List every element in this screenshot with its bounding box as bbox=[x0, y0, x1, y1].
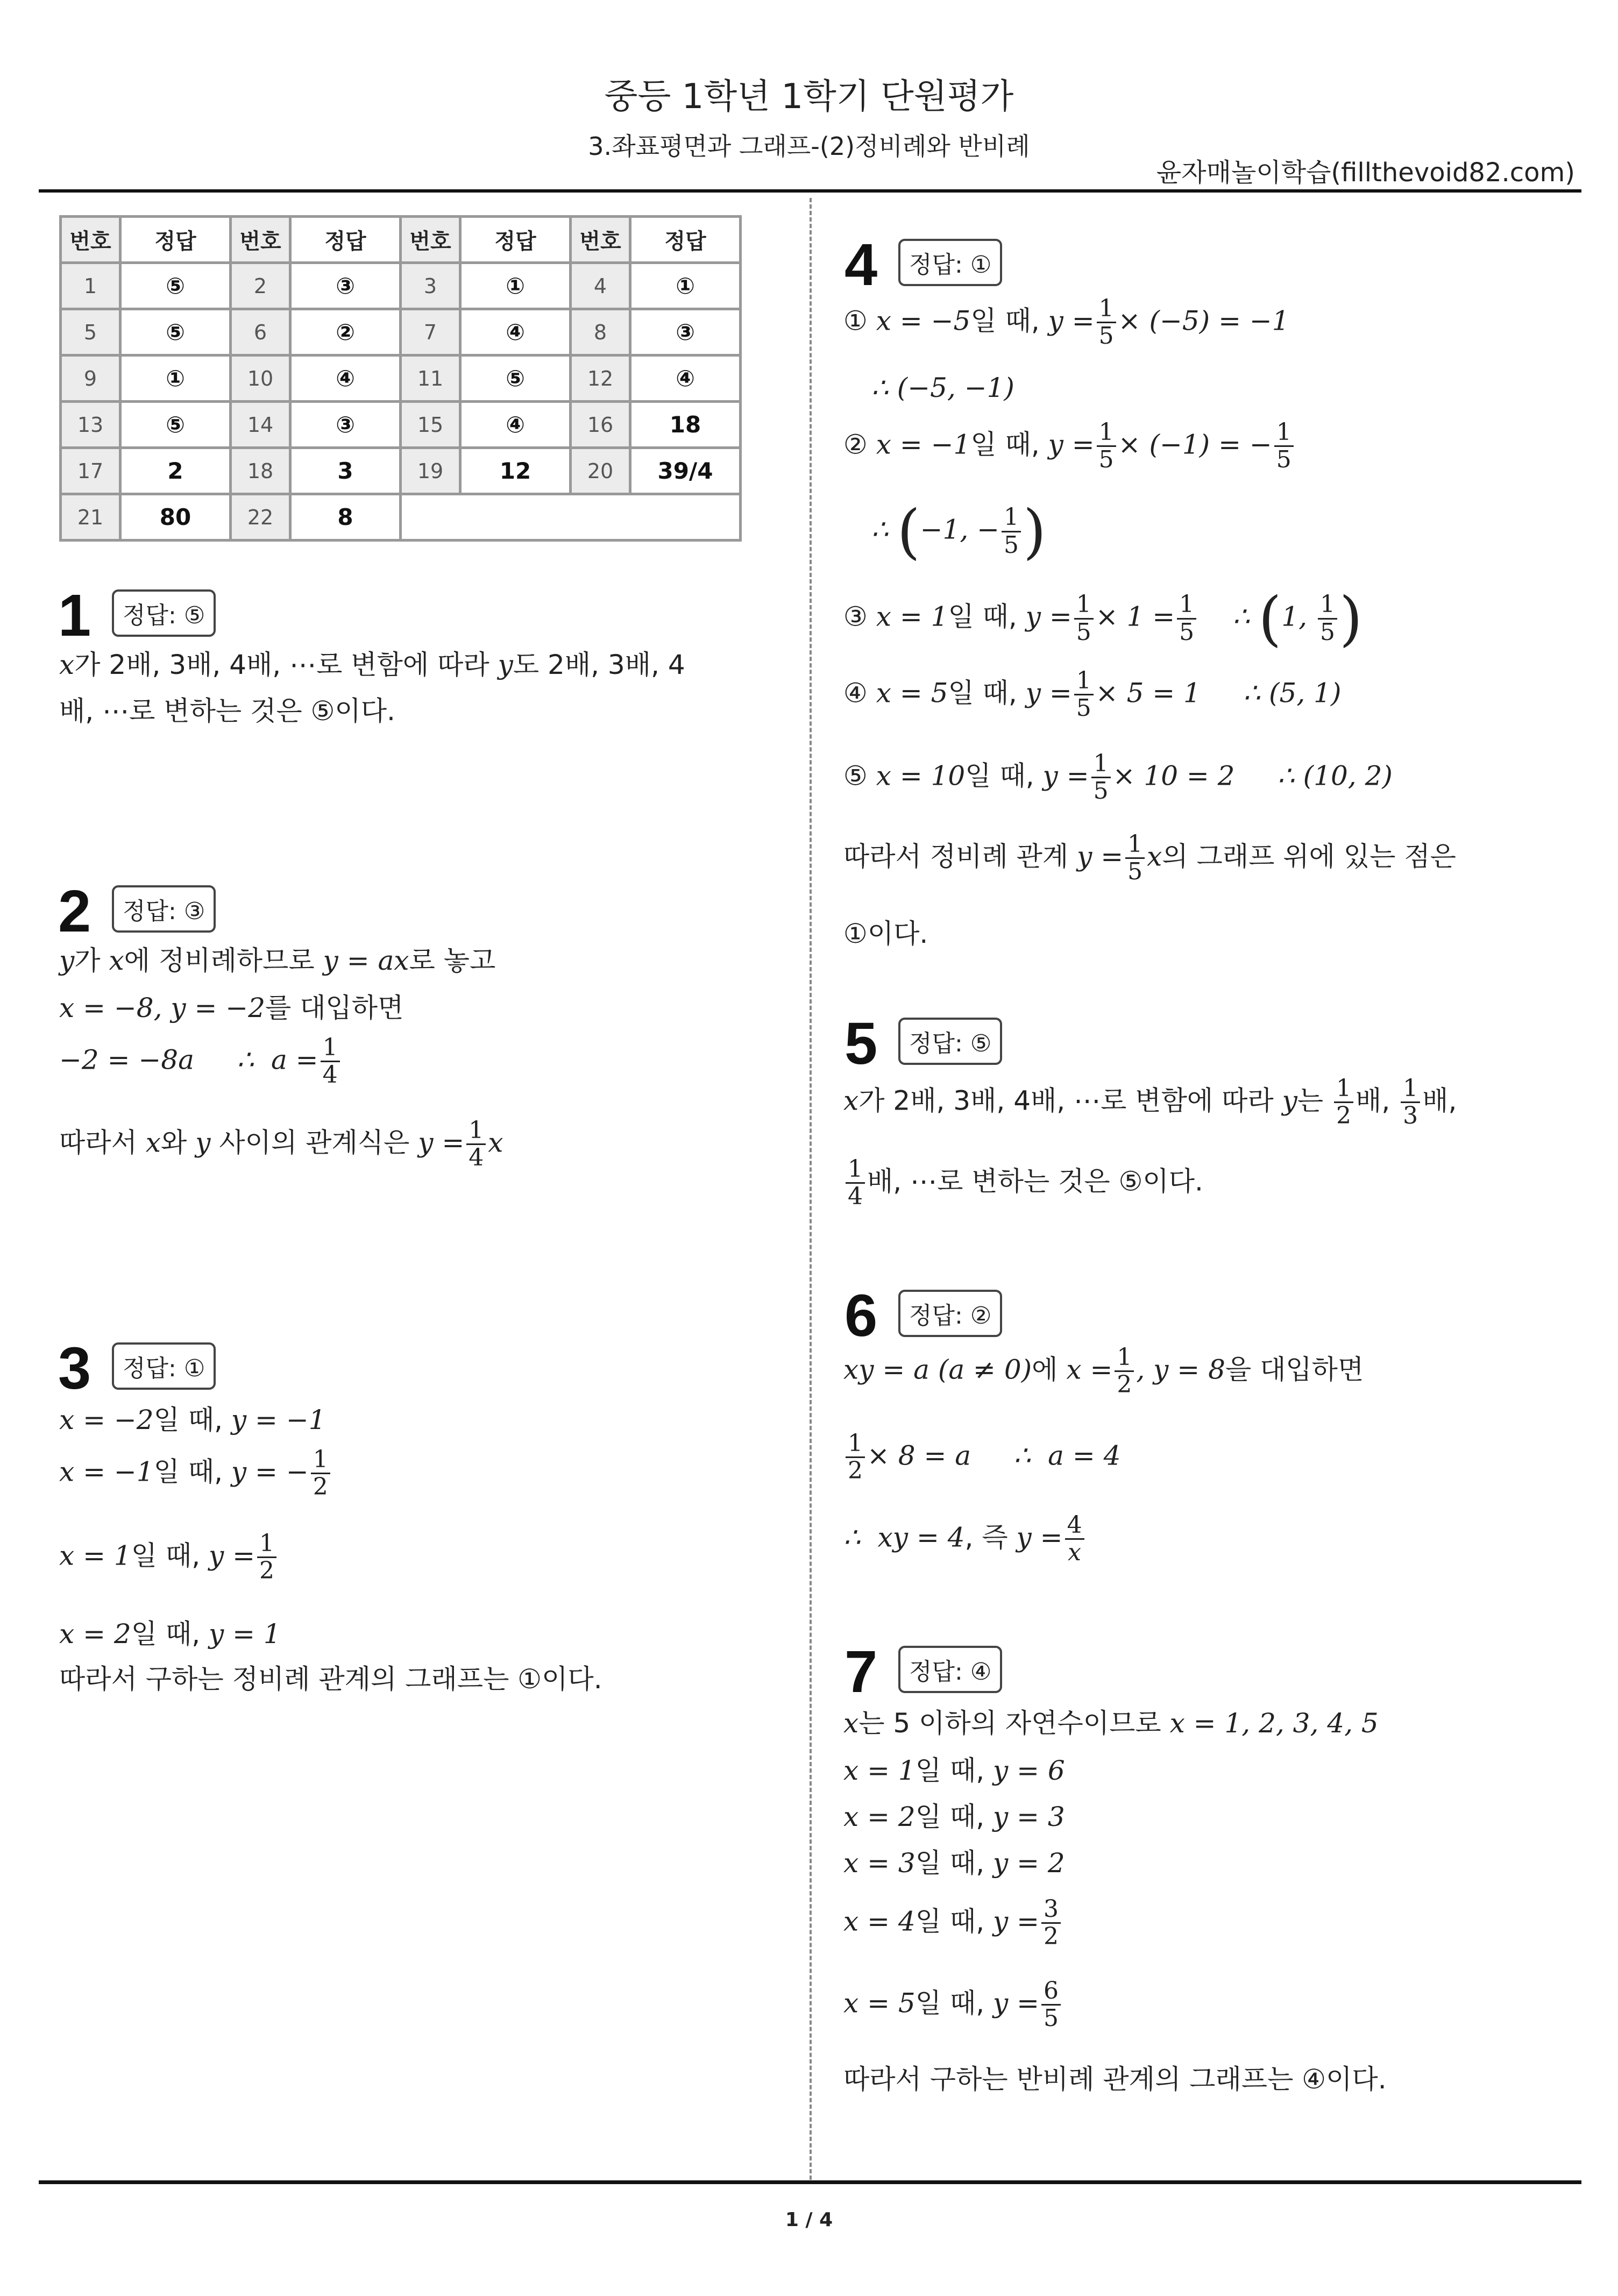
question-number-1: 1 bbox=[58, 582, 91, 649]
text: 배, bbox=[1356, 1085, 1390, 1117]
answer-table bbox=[59, 215, 742, 542]
text: 가 bbox=[74, 945, 109, 976]
text: 따라서 정비례 관계 bbox=[843, 841, 1077, 872]
answer-value: ③ bbox=[630, 309, 741, 356]
answer-badge-7 bbox=[898, 1646, 1002, 1693]
answer-value: ① bbox=[630, 263, 741, 309]
question-number: 2 bbox=[231, 263, 290, 309]
answer-value: 3 bbox=[290, 448, 401, 494]
q7-line-1: x는 5 이하의 자연수이므로 x = 1, 2, 3, 4, 5 bbox=[843, 1708, 1379, 1739]
answer-value: ④ bbox=[290, 356, 401, 402]
q2-line-3: −2 = −8a ∴ a = $\frac{1}{4}$ bbox=[59, 1035, 342, 1089]
answer-value: 18 bbox=[630, 402, 741, 448]
question-number: 10 bbox=[231, 356, 290, 402]
q4-line-5: ⑤ x = 10일 때, y = $\frac{1}{5}$ × 10 = 2 ∴ (10, 2) bbox=[843, 750, 1393, 805]
q7-line-4: x = 3일 때, y = 2 bbox=[843, 1847, 1065, 1879]
header-cell: 번호 bbox=[231, 217, 290, 263]
fraction: $\frac{1}{5}$ bbox=[1097, 420, 1116, 473]
question-number-3: 3 bbox=[58, 1335, 91, 1402]
badge-answer: ⑤ bbox=[183, 602, 205, 629]
answer-badge-2 bbox=[112, 885, 216, 933]
fraction: $\frac{1}{5}$ bbox=[1274, 420, 1294, 473]
text: 일 때, bbox=[970, 429, 1040, 460]
text: 도 2배, 3배, 4 bbox=[513, 649, 685, 680]
question-number: 12 bbox=[571, 356, 630, 402]
answer-value: 8 bbox=[290, 494, 401, 541]
column-divider bbox=[810, 198, 812, 2180]
question-number: 21 bbox=[61, 494, 120, 541]
q6-line-2: $\frac{1}{2}$ × 8 = a ∴ a = 4 bbox=[843, 1431, 1120, 1484]
fraction: $\frac{1}{5}$ bbox=[1318, 592, 1337, 645]
text: 일 때, bbox=[948, 601, 1017, 632]
q7-line-3: x = 2일 때, y = 3 bbox=[843, 1801, 1065, 1832]
question-number: 16 bbox=[571, 402, 630, 448]
q4-line-1: ① x = −5일 때, y = $\frac{1}{5}$ × (−5) = −1 bbox=[843, 295, 1289, 350]
answer-value: ⑤ bbox=[120, 402, 231, 448]
answer-value: ③ bbox=[290, 263, 401, 309]
text: 배, ⋯로 변하는 것은 ⑤이다. bbox=[867, 1165, 1203, 1197]
fraction: $\frac{1}{4}$ bbox=[846, 1156, 865, 1210]
answer-value: ④ bbox=[460, 402, 571, 448]
fraction: $\frac{1}{2}$ bbox=[1334, 1076, 1353, 1129]
badge-label: 정답: bbox=[909, 1302, 970, 1330]
question-number: 18 bbox=[231, 448, 290, 494]
q7-line-5: x = 4일 때, y = $\frac{3}{2}$ bbox=[843, 1896, 1063, 1950]
text: 일 때, bbox=[965, 760, 1034, 792]
text: , 즉 bbox=[964, 1522, 1017, 1553]
fraction: $\frac{1}{5}$ bbox=[1002, 504, 1021, 558]
table-row bbox=[61, 263, 741, 309]
q4-line-2-result: ∴ (−1, − $\frac{1}{5}$ ) bbox=[871, 497, 1046, 566]
q3-line-5: 따라서 구하는 정비례 관계의 그래프는 ①이다. bbox=[59, 1664, 602, 1695]
fraction: $\frac{1}{2}$ bbox=[311, 1447, 330, 1501]
q7-line-6: x = 5일 때, y = $\frac{6}{5}$ bbox=[843, 1978, 1063, 2032]
answer-value: ① bbox=[460, 263, 571, 309]
question-number: 7 bbox=[401, 309, 460, 356]
text: 가 2배, 3배, 4배, ⋯로 변함에 따라 bbox=[858, 1085, 1282, 1117]
question-number: 6 bbox=[231, 309, 290, 356]
badge-answer: ② bbox=[970, 1302, 992, 1330]
text: 일 때, bbox=[915, 1847, 985, 1879]
table-row bbox=[61, 356, 741, 402]
question-number: 4 bbox=[571, 263, 630, 309]
q6-line-3: ∴ xy = 4, 즉 y = $\frac{4}{x}$ bbox=[843, 1512, 1087, 1566]
answer-value: 80 bbox=[120, 494, 231, 541]
question-number: 1 bbox=[61, 263, 120, 309]
fraction: $\frac{1}{5}$ bbox=[1091, 751, 1111, 805]
text: 일 때, bbox=[153, 1456, 223, 1488]
q4-conclusion-2: ①이다. bbox=[843, 918, 928, 949]
question-number: 5 bbox=[61, 309, 120, 356]
q7-line-2: x = 1일 때, y = 6 bbox=[843, 1755, 1065, 1786]
fraction: $\frac{1}{2}$ bbox=[846, 1431, 865, 1484]
badge-answer: ⑤ bbox=[970, 1030, 992, 1057]
q2-line-2: x = −8, y = −2를 대입하면 bbox=[59, 992, 404, 1023]
q3-line-2: x = −1일 때, y = − $\frac{1}{2}$ bbox=[59, 1447, 332, 1501]
text: ⑤ bbox=[843, 760, 868, 792]
header-cell: 정답 bbox=[120, 217, 231, 263]
table-row bbox=[61, 402, 741, 448]
q4-line-3: ③ x = 1일 때, y = $\frac{1}{5}$ × 1 = $\frac{1}{5}$ ∴ (1, $\frac{1}{5}$ ) bbox=[843, 584, 1362, 653]
text: 일 때, bbox=[915, 1801, 985, 1832]
table-row bbox=[61, 494, 741, 541]
answer-value: ④ bbox=[630, 356, 741, 402]
badge-answer: ① bbox=[970, 251, 992, 279]
q5-line-2 bbox=[843, 1156, 1203, 1210]
fraction: $\frac{3}{2}$ bbox=[1041, 1896, 1061, 1950]
answer-badge-1 bbox=[112, 589, 216, 637]
fraction: $\frac{1}{2}$ bbox=[1115, 1345, 1134, 1398]
text: 를 대입하면 bbox=[265, 992, 404, 1023]
fraction: $\frac{1}{5}$ bbox=[1097, 296, 1116, 350]
text: 가 2배, 3배, 4배, ⋯로 변함에 따라 bbox=[74, 649, 498, 680]
question-number: 3 bbox=[401, 263, 460, 309]
question-number: 20 bbox=[571, 448, 630, 494]
fraction: $\frac{1}{5}$ bbox=[1074, 592, 1094, 645]
answer-value: ④ bbox=[460, 309, 571, 356]
answer-value: ⑤ bbox=[120, 309, 231, 356]
badge-label: 정답: bbox=[909, 1658, 970, 1686]
fraction: $\frac{1}{4}$ bbox=[466, 1118, 486, 1171]
header-cell: 번호 bbox=[61, 217, 120, 263]
q2-line-4: 따라서 x와 y 사이의 관계식은 y = $\frac{1}{4}$ x bbox=[59, 1117, 503, 1172]
page-number: 1 / 4 bbox=[785, 2209, 833, 2231]
q3-line-1: x = −2일 때, y = −1 bbox=[59, 1404, 326, 1435]
q6-line-1: xy = a (a ≠ 0)에 x = $\frac{1}{2}$ , y = 8을 대입하면 bbox=[843, 1344, 1364, 1399]
q2-line-1: y가 x에 정비례하므로 y = ax로 놓고 bbox=[59, 945, 496, 976]
question-number: 8 bbox=[571, 309, 630, 356]
header-cell: 번호 bbox=[401, 217, 460, 263]
answer-badge-6 bbox=[898, 1290, 1002, 1337]
answer-badge-5 bbox=[898, 1018, 1002, 1065]
text: ③ bbox=[843, 601, 868, 632]
answer-value: 2 bbox=[120, 448, 231, 494]
text: 일 때, bbox=[131, 1618, 201, 1650]
text: 에 정비례하므로 bbox=[124, 945, 323, 976]
header-cell: 번호 bbox=[571, 217, 630, 263]
text: 일 때, bbox=[915, 1755, 985, 1786]
badge-label: 정답: bbox=[123, 898, 184, 925]
text: 사이의 관계식은 bbox=[210, 1127, 418, 1158]
answer-value: ⑤ bbox=[120, 263, 231, 309]
text: 일 때, bbox=[915, 1987, 985, 2019]
fraction: $\frac{1}{3}$ bbox=[1401, 1076, 1420, 1129]
badge-label: 정답: bbox=[909, 251, 970, 279]
q4-conclusion: 따라서 정비례 관계 y = $\frac{1}{5}$ x의 그래프 위에 있는 점은 bbox=[843, 830, 1456, 886]
q1-line-1: x가 2배, 3배, 4배, ⋯로 변함에 따라 y도 2배, 3배, 4 bbox=[59, 649, 685, 680]
site-credit: 윤자매놀이학습(fillthevoid82.com) bbox=[1156, 158, 1575, 188]
fraction: $\frac{4}{x}$ bbox=[1065, 1512, 1084, 1566]
question-number: 13 bbox=[61, 402, 120, 448]
question-number: 14 bbox=[231, 402, 290, 448]
badge-answer: ① bbox=[183, 1355, 205, 1382]
text: 에 bbox=[1032, 1354, 1067, 1385]
question-number-5: 5 bbox=[845, 1011, 878, 1077]
text: 일 때, bbox=[948, 677, 1017, 709]
text: 배, bbox=[1422, 1085, 1457, 1117]
q3-line-4: x = 2일 때, y = 1 bbox=[59, 1618, 281, 1650]
text: 와 bbox=[161, 1127, 196, 1158]
fraction: $\frac{6}{5}$ bbox=[1041, 1978, 1061, 2032]
q4-line-1-result: ∴ (−5, −1) bbox=[871, 372, 1014, 403]
footer-rule bbox=[39, 2180, 1581, 2184]
fraction: $\frac{1}{4}$ bbox=[321, 1035, 340, 1089]
text: 의 그래프 위에 있는 점은 bbox=[1162, 841, 1456, 872]
text: 따라서 bbox=[59, 1127, 146, 1158]
document-title: 중등 1학년 1학기 단원평가 bbox=[604, 77, 1014, 117]
fraction: $\frac{1}{5}$ bbox=[1074, 668, 1094, 722]
badge-answer: ③ bbox=[183, 898, 205, 925]
q3-line-3: x = 1일 때, y = $\frac{1}{2}$ bbox=[59, 1531, 279, 1584]
text: ④ bbox=[843, 677, 868, 709]
answer-table-header bbox=[61, 217, 741, 263]
question-number: 19 bbox=[401, 448, 460, 494]
question-number: 11 bbox=[401, 356, 460, 402]
q4-line-2: ② x = −1일 때, y = $\frac{1}{5}$ × (−1) = − $\frac{1}{5}$ bbox=[843, 420, 1296, 473]
header-rule bbox=[39, 189, 1581, 193]
fraction: $\frac{1}{5}$ bbox=[1125, 831, 1145, 885]
question-number: 15 bbox=[401, 402, 460, 448]
badge-label: 정답: bbox=[123, 1355, 184, 1382]
answer-value: ⑤ bbox=[460, 356, 571, 402]
answer-value: ① bbox=[120, 356, 231, 402]
text: ① bbox=[843, 305, 868, 337]
badge-label: 정답: bbox=[123, 602, 184, 629]
text: 일 때, bbox=[131, 1540, 201, 1572]
fraction: $\frac{1}{5}$ bbox=[1177, 592, 1196, 645]
table-row bbox=[61, 309, 741, 356]
answer-value: 12 bbox=[460, 448, 571, 494]
q5-line-1: x가 2배, 3배, 4배, ⋯로 변함에 따라 y는 $\frac{1}{2}$ 배, $\frac{1}{3}$ 배, bbox=[843, 1075, 1457, 1130]
text: 로 놓고 bbox=[409, 945, 496, 976]
text: 는 5 이하의 자연수이므로 bbox=[858, 1708, 1170, 1739]
text: ② bbox=[843, 429, 868, 460]
question-number-4: 4 bbox=[845, 232, 878, 298]
text: 일 때, bbox=[153, 1404, 223, 1435]
text: 일 때, bbox=[970, 305, 1040, 337]
q7-line-7: 따라서 구하는 반비례 관계의 그래프는 ④이다. bbox=[843, 2064, 1387, 2095]
table-row bbox=[61, 448, 741, 494]
badge-label: 정답: bbox=[909, 1030, 970, 1057]
q1-line-2: 배, ⋯로 변하는 것은 ⑤이다. bbox=[59, 695, 395, 727]
question-number-2: 2 bbox=[58, 878, 91, 944]
answer-value: ③ bbox=[290, 402, 401, 448]
text: 일 때, bbox=[915, 1906, 985, 1937]
question-number-6: 6 bbox=[845, 1283, 878, 1349]
question-number: 22 bbox=[231, 494, 290, 541]
question-number: 9 bbox=[61, 356, 120, 402]
text: 는 bbox=[1297, 1085, 1332, 1117]
fraction: $\frac{1}{2}$ bbox=[257, 1531, 276, 1584]
answer-value: 39/4 bbox=[630, 448, 741, 494]
q4-line-4: ④ x = 5일 때, y = $\frac{1}{5}$ × 5 = 1 ∴ (5, 1) bbox=[843, 667, 1342, 722]
empty-cell bbox=[401, 494, 741, 541]
text: 을 대입하면 bbox=[1225, 1354, 1364, 1385]
document-subtitle: 3.좌표평면과 그래프-(2)정비례와 반비례 bbox=[588, 132, 1030, 161]
header-cell: 정답 bbox=[290, 217, 401, 263]
answer-badge-4 bbox=[898, 239, 1002, 286]
question-number-7: 7 bbox=[845, 1639, 878, 1705]
answer-value: ② bbox=[290, 309, 401, 356]
header-cell: 정답 bbox=[630, 217, 741, 263]
question-number: 17 bbox=[61, 448, 120, 494]
answer-badge-3 bbox=[112, 1342, 216, 1390]
badge-answer: ④ bbox=[970, 1658, 992, 1686]
header-cell: 정답 bbox=[460, 217, 571, 263]
